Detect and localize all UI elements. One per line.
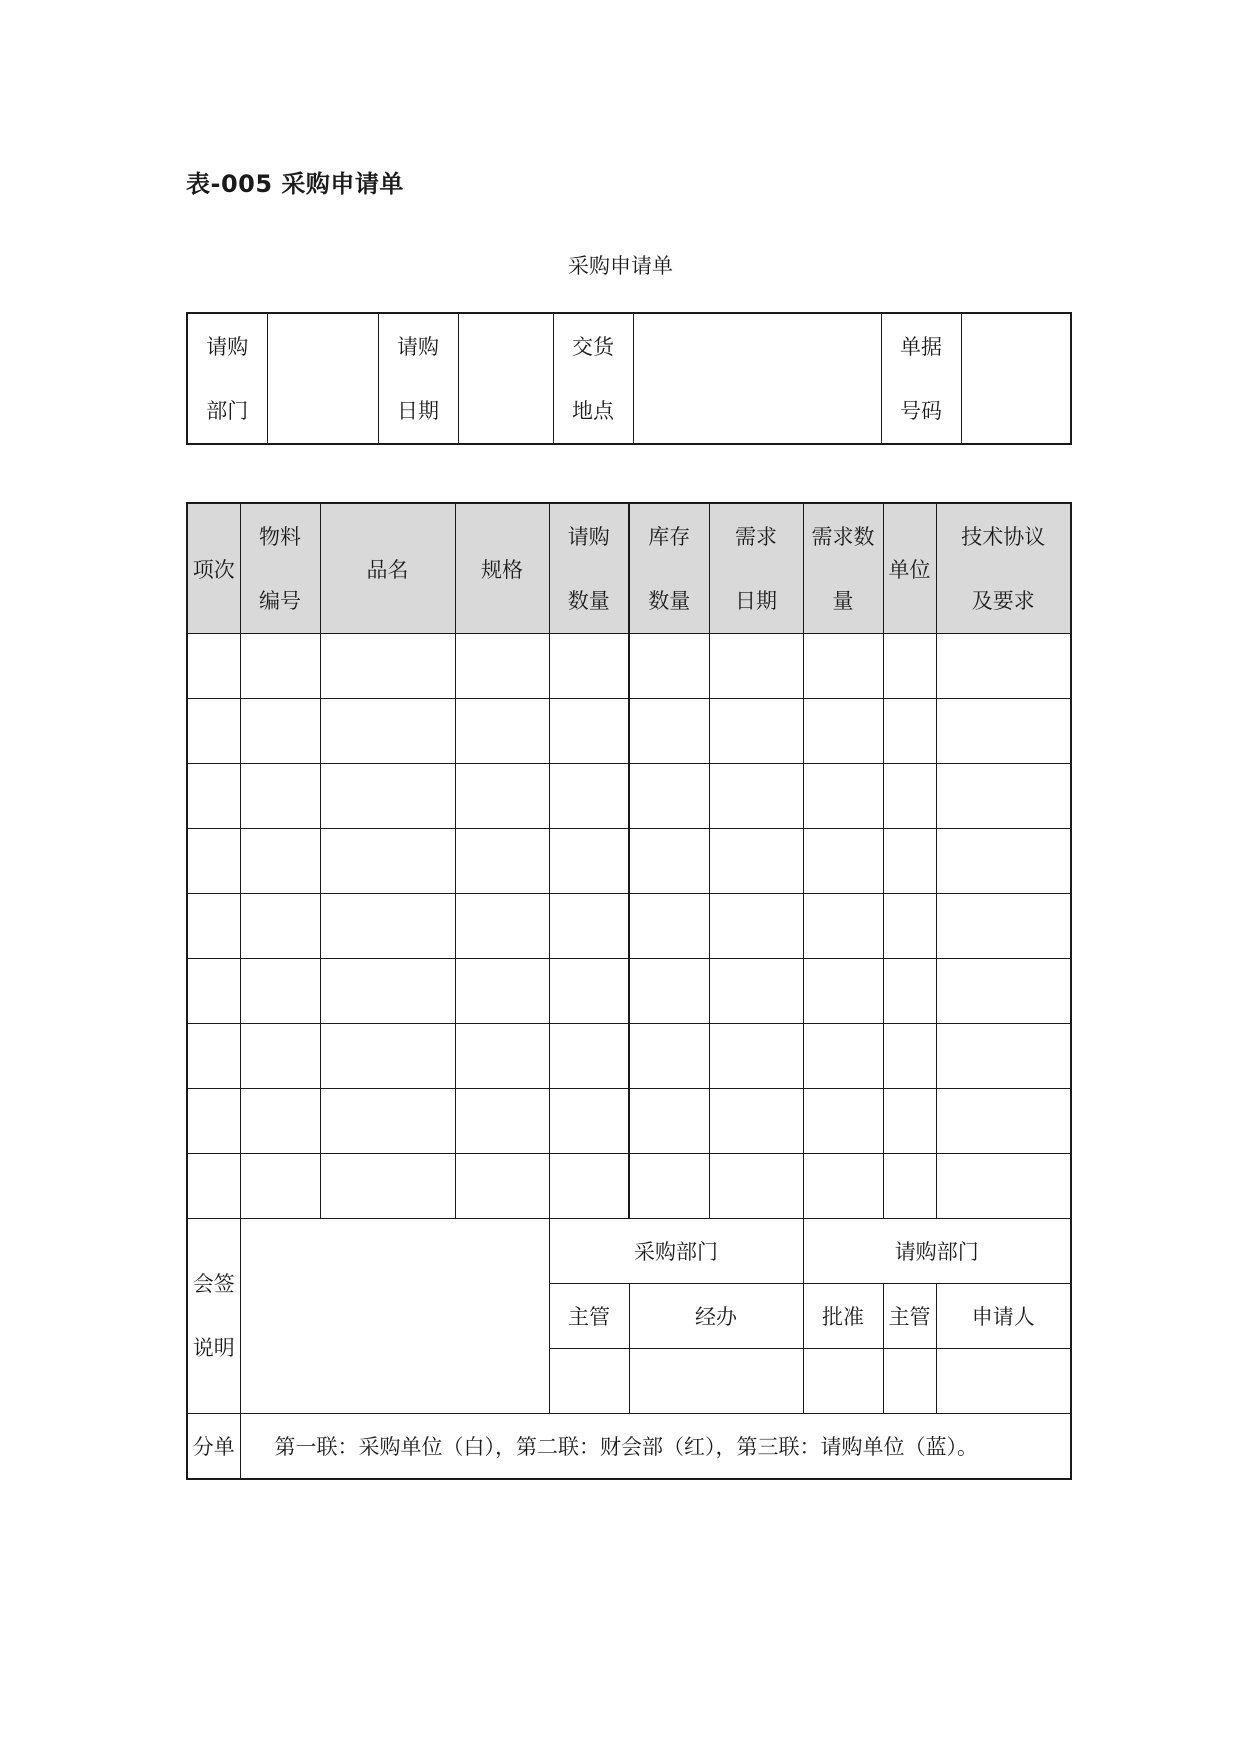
field-applicant-sign[interactable] bbox=[936, 1349, 1071, 1414]
label-request-dept-sign: 请购部门 bbox=[803, 1219, 1071, 1284]
table-cell[interactable] bbox=[187, 894, 240, 959]
table-cell[interactable] bbox=[709, 699, 803, 764]
table-cell[interactable] bbox=[936, 1089, 1071, 1154]
table-cell[interactable] bbox=[240, 764, 320, 829]
table-cell[interactable] bbox=[709, 764, 803, 829]
field-countersign-notes[interactable] bbox=[240, 1219, 549, 1414]
table-cell[interactable] bbox=[936, 959, 1071, 1024]
table-cell[interactable] bbox=[936, 764, 1071, 829]
table-cell[interactable] bbox=[883, 634, 936, 699]
table-cell[interactable] bbox=[549, 764, 629, 829]
table-cell[interactable] bbox=[883, 894, 936, 959]
table-cell[interactable] bbox=[455, 764, 549, 829]
table-row bbox=[187, 764, 1071, 829]
table-cell[interactable] bbox=[240, 1024, 320, 1089]
field-delivery-place[interactable] bbox=[633, 313, 881, 444]
table-cell[interactable] bbox=[629, 699, 709, 764]
table-cell[interactable] bbox=[936, 634, 1071, 699]
table-cell[interactable] bbox=[936, 829, 1071, 894]
table-cell[interactable] bbox=[240, 829, 320, 894]
table-cell[interactable] bbox=[240, 959, 320, 1024]
table-cell[interactable] bbox=[803, 959, 883, 1024]
table-cell[interactable] bbox=[240, 634, 320, 699]
label-document-no: 单据 号码 bbox=[881, 313, 961, 444]
table-cell[interactable] bbox=[455, 829, 549, 894]
table-cell[interactable] bbox=[803, 894, 883, 959]
header-material-code: 物料 编号 bbox=[240, 503, 320, 634]
header-spec: 规格 bbox=[455, 503, 549, 634]
label-handler: 经办 bbox=[629, 1284, 803, 1349]
table-cell[interactable] bbox=[709, 829, 803, 894]
table-cell[interactable] bbox=[455, 1089, 549, 1154]
table-cell[interactable] bbox=[320, 634, 455, 699]
table-cell[interactable] bbox=[936, 894, 1071, 959]
field-handler-sign[interactable] bbox=[629, 1349, 803, 1414]
copies-row bbox=[187, 1414, 1071, 1480]
table-cell[interactable] bbox=[455, 1154, 549, 1219]
table-cell[interactable] bbox=[320, 1154, 455, 1219]
items-table bbox=[186, 502, 1072, 1480]
table-cell[interactable] bbox=[187, 1089, 240, 1154]
table-cell[interactable] bbox=[709, 634, 803, 699]
table-cell[interactable] bbox=[709, 959, 803, 1024]
sign-row-1 bbox=[187, 1219, 1071, 1284]
label-purchase-dept: 采购部门 bbox=[549, 1219, 803, 1284]
table-cell[interactable] bbox=[549, 829, 629, 894]
table-cell[interactable] bbox=[883, 764, 936, 829]
table-cell[interactable] bbox=[455, 634, 549, 699]
field-supervisor-2-sign[interactable] bbox=[883, 1349, 936, 1414]
table-cell[interactable] bbox=[629, 764, 709, 829]
table-cell[interactable] bbox=[803, 699, 883, 764]
table-cell[interactable] bbox=[549, 894, 629, 959]
header-item-no: 项次 bbox=[187, 503, 240, 634]
label-request-dept: 请购 部门 bbox=[187, 313, 267, 444]
table-cell[interactable] bbox=[709, 1089, 803, 1154]
table-cell[interactable] bbox=[320, 1089, 455, 1154]
table-cell[interactable] bbox=[455, 959, 549, 1024]
table-cell[interactable] bbox=[549, 1024, 629, 1089]
table-cell[interactable] bbox=[455, 1024, 549, 1089]
table-cell[interactable] bbox=[629, 1154, 709, 1219]
table-row bbox=[187, 959, 1071, 1024]
header-request-qty: 请购 数量 bbox=[549, 503, 629, 634]
table-cell[interactable] bbox=[240, 1154, 320, 1219]
table-cell[interactable] bbox=[629, 829, 709, 894]
table-cell[interactable] bbox=[320, 894, 455, 959]
table-cell[interactable] bbox=[883, 1024, 936, 1089]
table-cell[interactable] bbox=[240, 894, 320, 959]
label-countersign: 会签 说明 bbox=[187, 1219, 240, 1414]
table-cell[interactable] bbox=[883, 699, 936, 764]
table-cell[interactable] bbox=[187, 699, 240, 764]
table-row bbox=[187, 894, 1071, 959]
table-cell[interactable] bbox=[883, 829, 936, 894]
form-title: 采购申请单 bbox=[568, 254, 673, 278]
table-cell[interactable] bbox=[709, 1154, 803, 1219]
table-cell[interactable] bbox=[320, 1024, 455, 1089]
table-cell[interactable] bbox=[936, 1024, 1071, 1089]
table-cell[interactable] bbox=[320, 699, 455, 764]
field-supervisor-sign[interactable] bbox=[549, 1349, 629, 1414]
table-cell[interactable] bbox=[320, 959, 455, 1024]
label-applicant: 申请人 bbox=[936, 1284, 1071, 1349]
table-cell[interactable] bbox=[187, 829, 240, 894]
table-header-row bbox=[187, 503, 1071, 634]
table-cell[interactable] bbox=[187, 959, 240, 1024]
table-cell[interactable] bbox=[629, 1024, 709, 1089]
table-cell[interactable] bbox=[709, 894, 803, 959]
table-cell[interactable] bbox=[883, 1154, 936, 1219]
table-cell[interactable] bbox=[187, 634, 240, 699]
table-row bbox=[187, 1024, 1071, 1089]
document-title: 表-005 采购申请单 bbox=[186, 170, 404, 198]
table-cell[interactable] bbox=[187, 764, 240, 829]
table-cell[interactable] bbox=[455, 699, 549, 764]
label-copies: 分单 bbox=[187, 1414, 240, 1480]
header-need-qty: 需求数 量 bbox=[803, 503, 883, 634]
header-tech-requirements: 技术协议 及要求 bbox=[936, 503, 1071, 634]
field-document-no[interactable] bbox=[961, 313, 1071, 444]
table-cell[interactable] bbox=[803, 764, 883, 829]
table-cell[interactable] bbox=[803, 829, 883, 894]
table-cell[interactable] bbox=[629, 1089, 709, 1154]
header-need-date: 需求 日期 bbox=[709, 503, 803, 634]
label-approve: 批准 bbox=[803, 1284, 883, 1349]
field-request-dept[interactable] bbox=[267, 313, 378, 444]
table-cell[interactable] bbox=[936, 1154, 1071, 1219]
table-row bbox=[187, 699, 1071, 764]
table-cell[interactable] bbox=[803, 1024, 883, 1089]
table-cell[interactable] bbox=[883, 959, 936, 1024]
table-cell[interactable] bbox=[240, 1089, 320, 1154]
table-cell[interactable] bbox=[803, 1089, 883, 1154]
table-cell[interactable] bbox=[629, 894, 709, 959]
table-cell[interactable] bbox=[803, 1154, 883, 1219]
copies-text: 第一联：采购单位（白），第二联：财会部（红），第三联：请购单位（蓝）。 bbox=[240, 1414, 1071, 1480]
table-row bbox=[187, 634, 1071, 699]
label-supervisor: 主管 bbox=[549, 1284, 629, 1349]
table-cell[interactable] bbox=[549, 634, 629, 699]
table-cell[interactable] bbox=[883, 1089, 936, 1154]
table-cell[interactable] bbox=[187, 1154, 240, 1219]
table-cell[interactable] bbox=[240, 699, 320, 764]
field-request-date[interactable] bbox=[458, 313, 553, 444]
table-cell[interactable] bbox=[936, 699, 1071, 764]
table-row bbox=[187, 1154, 1071, 1219]
header-product-name: 品名 bbox=[320, 503, 455, 634]
table-cell[interactable] bbox=[629, 959, 709, 1024]
table-row bbox=[187, 829, 1071, 894]
table-cell[interactable] bbox=[187, 1024, 240, 1089]
table-cell[interactable] bbox=[709, 1024, 803, 1089]
table-cell[interactable] bbox=[803, 634, 883, 699]
header-info-table bbox=[186, 312, 1072, 445]
table-cell[interactable] bbox=[549, 1089, 629, 1154]
label-supervisor-2: 主管 bbox=[883, 1284, 936, 1349]
table-cell[interactable] bbox=[455, 894, 549, 959]
label-delivery-place: 交货 地点 bbox=[553, 313, 633, 444]
label-request-date: 请购 日期 bbox=[378, 313, 458, 444]
table-row bbox=[187, 1089, 1071, 1154]
header-stock-qty: 库存 数量 bbox=[629, 503, 709, 634]
table-cell[interactable] bbox=[629, 634, 709, 699]
table-cell[interactable] bbox=[549, 1154, 629, 1219]
table-cell[interactable] bbox=[549, 699, 629, 764]
header-unit: 单位 bbox=[883, 503, 936, 634]
field-approve-sign[interactable] bbox=[803, 1349, 883, 1414]
table-cell[interactable] bbox=[320, 829, 455, 894]
table-cell[interactable] bbox=[549, 959, 629, 1024]
table-cell[interactable] bbox=[320, 764, 455, 829]
